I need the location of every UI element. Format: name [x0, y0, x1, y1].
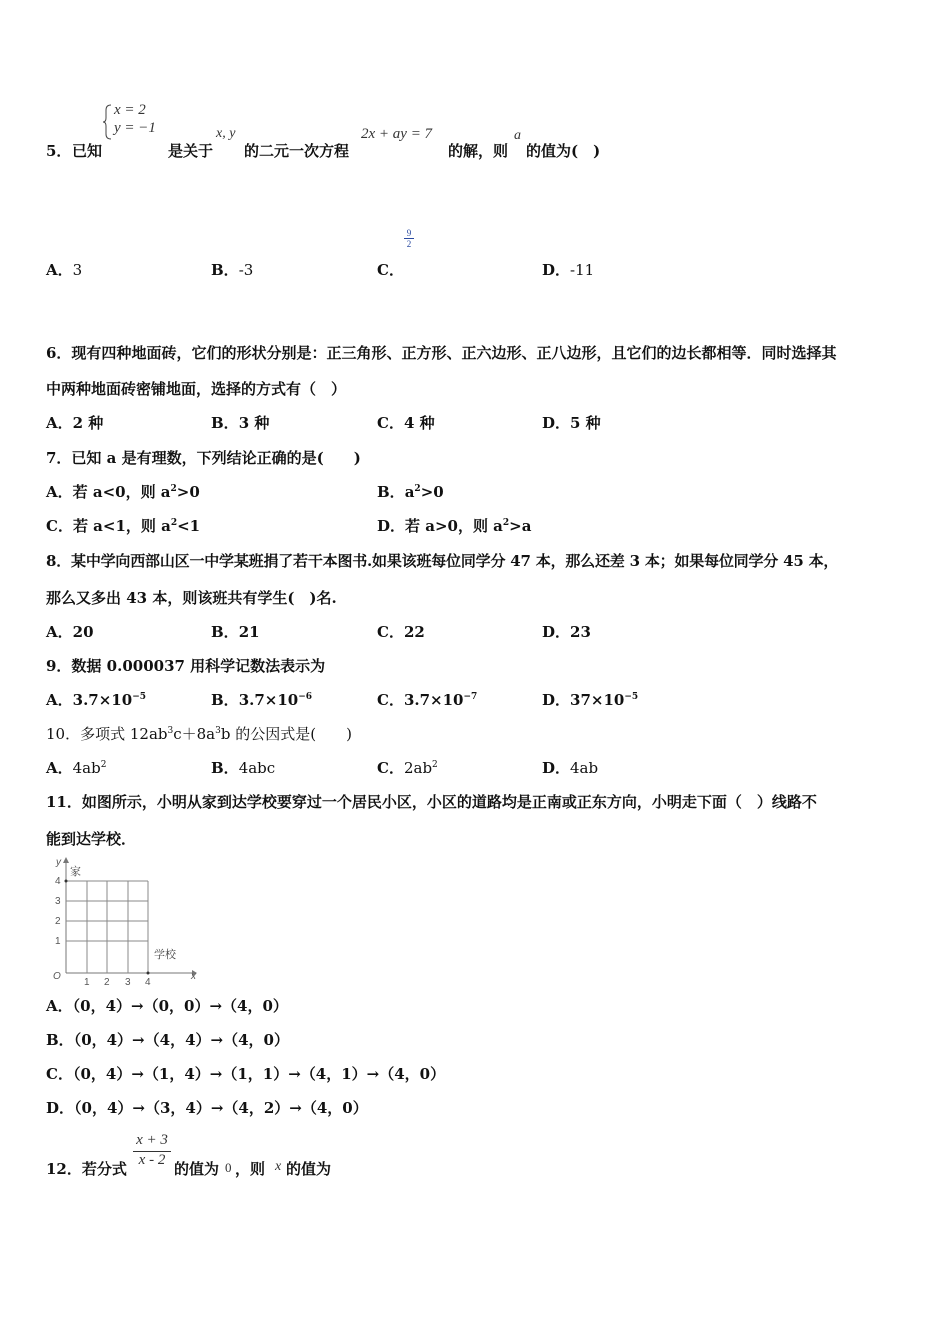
q12-then: ，则	[235, 1160, 266, 1178]
q11-option-d[interactable]: D．（0，4）→（3，4）→（4，2）→（4，0）	[46, 1099, 368, 1117]
x-axis-label: x	[191, 971, 196, 982]
q8-option-d[interactable]: D．23	[542, 623, 591, 641]
y-axis-label: y	[56, 857, 61, 868]
q11-option-a[interactable]: A．（0，4）→（0，0）→（4，0）	[46, 997, 288, 1015]
q5-option-b[interactable]: B．-3	[211, 261, 254, 279]
q7-option-a[interactable]: A．若 a<0，则 $a^2>0$	[46, 483, 200, 501]
x-tick-3: 3	[125, 977, 131, 988]
q12-mid: 的值为	[174, 1160, 220, 1178]
q9-stem: 9．数据 0.000037 用科学记数法表示为	[46, 657, 326, 675]
home-point	[65, 880, 68, 883]
y-tick-3: 3	[55, 896, 61, 907]
q5-option-c-fraction	[404, 228, 414, 249]
q8-stem-line2: 那么又多出 43 本，则该班共有学生( )名.	[46, 589, 337, 607]
q5-ask: 的值为( )	[526, 142, 601, 160]
q12-var-x: x	[275, 1159, 282, 1174]
q7-option-c[interactable]: C．若 a<1，则 $a^2<1$	[46, 517, 201, 535]
x-tick-2: 2	[104, 977, 110, 988]
q9-option-a[interactable]: A．$3.7\times 10^{-5}$	[46, 691, 146, 709]
school-label: 学校	[154, 949, 176, 961]
q12-post: 的值为	[286, 1160, 332, 1178]
q6-option-d[interactable]: D．5 种	[542, 414, 601, 432]
q11-figure	[44, 855, 204, 988]
q5-solution: 的解，则	[448, 142, 509, 160]
q5-system-line1: x = 2	[114, 102, 146, 118]
q10-stem: 10．多项式 $12ab^3c+8a^3b$ 的公因式是( )	[46, 725, 352, 743]
q8-option-b[interactable]: B．21	[211, 623, 260, 641]
q11-option-b[interactable]: B．（0，4）→（4，4）→（4，0）	[46, 1031, 289, 1049]
q7-option-b[interactable]: B．$a^2>0$	[377, 483, 444, 501]
q12-fraction	[133, 1132, 171, 1169]
q5-pre: 已知	[72, 142, 103, 160]
q8-option-c[interactable]: C．22	[377, 623, 425, 641]
school-point	[147, 972, 150, 975]
q9-option-d[interactable]: D．$37\times 10^{-5}$	[542, 691, 639, 709]
q12-numerator: x + 3	[136, 1132, 168, 1148]
q10-option-d[interactable]: D．4ab	[542, 759, 599, 777]
q7-stem: 7．已知 a 是有理数，下列结论正确的是( )	[46, 449, 361, 467]
grid-lines	[66, 881, 148, 973]
q8-stem-line1: 8．某中学向西部山区一中学某班捐了若干本图书.如果该班每位同学分 47 本，那么还差 3 本；如果每位同学分 45 本，	[46, 552, 839, 570]
q11-stem-line2: 能到达学校．	[46, 830, 137, 848]
y-tick-1: 1	[55, 936, 61, 947]
x-tick-1: 1	[84, 977, 90, 988]
q5-option-d[interactable]: D．-11	[542, 261, 595, 279]
q5-system-line2: y = −1	[114, 120, 156, 136]
q5-option-c[interactable]: C．	[377, 261, 404, 279]
x-tick-4: 4	[145, 977, 151, 988]
q5-option-c-numerator: 9	[406, 228, 412, 238]
q7-option-d[interactable]: D．若 a>0，则 $a^2>a$	[377, 517, 532, 535]
q11-stem-line1: 11．如图所示，小明从家到达学校要穿过一个居民小区，小区的道路均是正南或正东方向，小明走下面（ ）线路不	[46, 793, 817, 811]
q10-option-a[interactable]: A．$4ab^2$	[46, 759, 107, 777]
q6-stem-line1: 6．现有四种地面砖，它们的形状分别是：正三角形、正方形、正六边形、正八边形，且它们的边长都相等．同时选择其	[46, 344, 837, 362]
q11-grid-diagram	[44, 855, 204, 988]
q8-option-a[interactable]: A．20	[46, 623, 94, 641]
q10-option-c[interactable]: C．$2ab^2$	[377, 759, 438, 777]
q6-option-b[interactable]: B．3 种	[211, 414, 270, 432]
q12-pre: 12．若分式	[46, 1160, 127, 1178]
q5-number: 5．	[46, 142, 72, 160]
q10-option-b[interactable]: B．4abc	[211, 759, 276, 777]
q5-about: 是关于	[168, 142, 214, 160]
q5-system-brace	[103, 104, 111, 138]
q5-mid: 的二元一次方程	[244, 142, 350, 160]
q12-denominator: x - 2	[133, 1151, 171, 1169]
q11-option-c[interactable]: C．（0，4）→（1，4）→（1，1）→（4，1）→（4，0）	[46, 1065, 446, 1083]
q12-zero: 0	[225, 1160, 232, 1175]
q9-option-b[interactable]: B．$3.7\times 10^{-6}$	[211, 691, 313, 709]
q9-option-c[interactable]: C．$3.7\times 10^{-7}$	[377, 691, 478, 709]
q5-var-a: a	[514, 128, 521, 143]
y-axis-arrow	[63, 857, 69, 863]
y-tick-4: 4	[55, 876, 61, 887]
q5-option-a[interactable]: A．3	[46, 261, 83, 279]
q5-equation: 2x + ay = 7	[361, 126, 433, 142]
q6-option-a[interactable]: A．2 种	[46, 414, 104, 432]
q6-stem-line2: 中两种地面砖密铺地面，选择的方式有（ ）	[46, 380, 347, 398]
origin-label: O	[53, 971, 61, 982]
q6-option-c[interactable]: C．4 种	[377, 414, 435, 432]
q5-vars: x, y	[216, 126, 236, 141]
q5-option-c-denominator: 2	[404, 238, 414, 249]
home-label: 家	[70, 866, 81, 878]
y-tick-2: 2	[55, 916, 61, 927]
